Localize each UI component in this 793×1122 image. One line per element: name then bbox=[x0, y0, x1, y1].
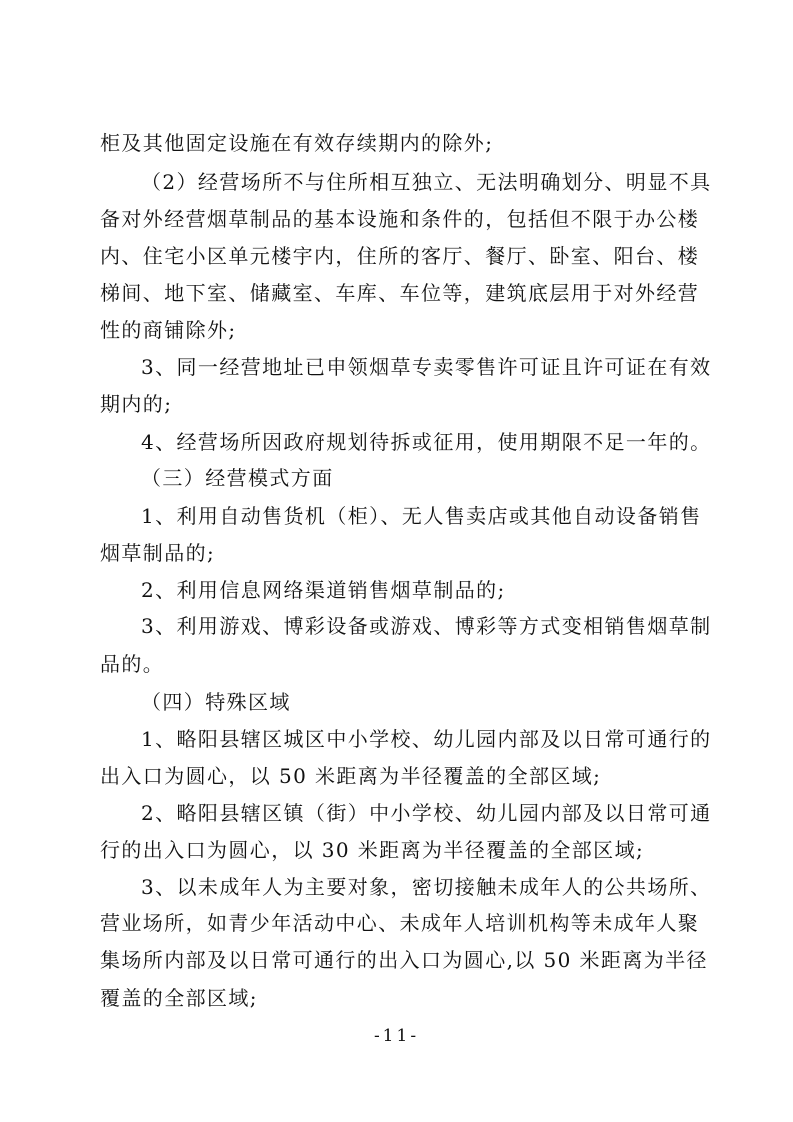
text-line: （2）经营场所不与住所相互独立、无法明确划分、明显不具 bbox=[141, 170, 712, 194]
text-line: 2、略阳县辖区镇（街）中小学校、幼儿园内部及以日常可通 bbox=[141, 801, 712, 825]
text-line: 3、利用游戏、博彩设备或游戏、博彩等方式变相销售烟草制 bbox=[141, 614, 712, 638]
text-line: 营业场所，如青少年活动中心、未成年人培训机构等未成年人聚 bbox=[100, 911, 700, 935]
page-number: -11- bbox=[373, 1026, 420, 1046]
section-heading: （四）特殊区域 bbox=[141, 690, 291, 714]
text-line: 覆盖的全部区域; bbox=[100, 986, 258, 1010]
text-line: 梯间、地下室、储藏室、车库、车位等，建筑底层用于对外经营 bbox=[100, 281, 700, 305]
text-line: 柜及其他固定设施在有效存续期内的除外; bbox=[100, 131, 494, 155]
text-line: 1、利用自动售货机（柜）、无人售卖店或其他自动设备销售 bbox=[141, 504, 702, 528]
text-line: 出入口为圆心，以 50 米距离为半径覆盖的全部区域; bbox=[100, 764, 602, 788]
text-line: 2、利用信息网络渠道销售烟草制品的; bbox=[141, 578, 506, 602]
text-line: 3、同一经营地址已申领烟草专卖零售许可证且许可证在有效 bbox=[141, 355, 712, 379]
text-line: 备对外经营烟草制品的基本设施和条件的，包括但不限于办公楼 bbox=[100, 207, 700, 231]
text-line: 3、以未成年人为主要对象，密切接触未成年人的公共场所、 bbox=[141, 875, 712, 899]
text-line: 集场所内部及以日常可通行的出入口为圆心,以 50 米距离为半径 bbox=[100, 948, 708, 972]
text-line: 行的出入口为圆心，以 30 米距离为半径覆盖的全部区域; bbox=[100, 838, 645, 862]
text-line: 期内的; bbox=[100, 392, 173, 416]
text-line: 性的商铺除外; bbox=[100, 318, 237, 342]
text-line: 品的。 bbox=[100, 652, 165, 676]
text-line: 内、住宅小区单元楼宇内，住所的客厅、餐厅、卧室、阳台、楼 bbox=[100, 244, 700, 268]
section-heading: （三）经营模式方面 bbox=[141, 466, 334, 490]
text-line: 1、略阳县辖区城区中小学校、幼儿园内部及以日常可通行的 bbox=[141, 727, 712, 751]
text-line: 4、经营场所因政府规划待拆或征用，使用期限不足一年的。 bbox=[141, 430, 712, 454]
text-line: 烟草制品的; bbox=[100, 541, 216, 565]
